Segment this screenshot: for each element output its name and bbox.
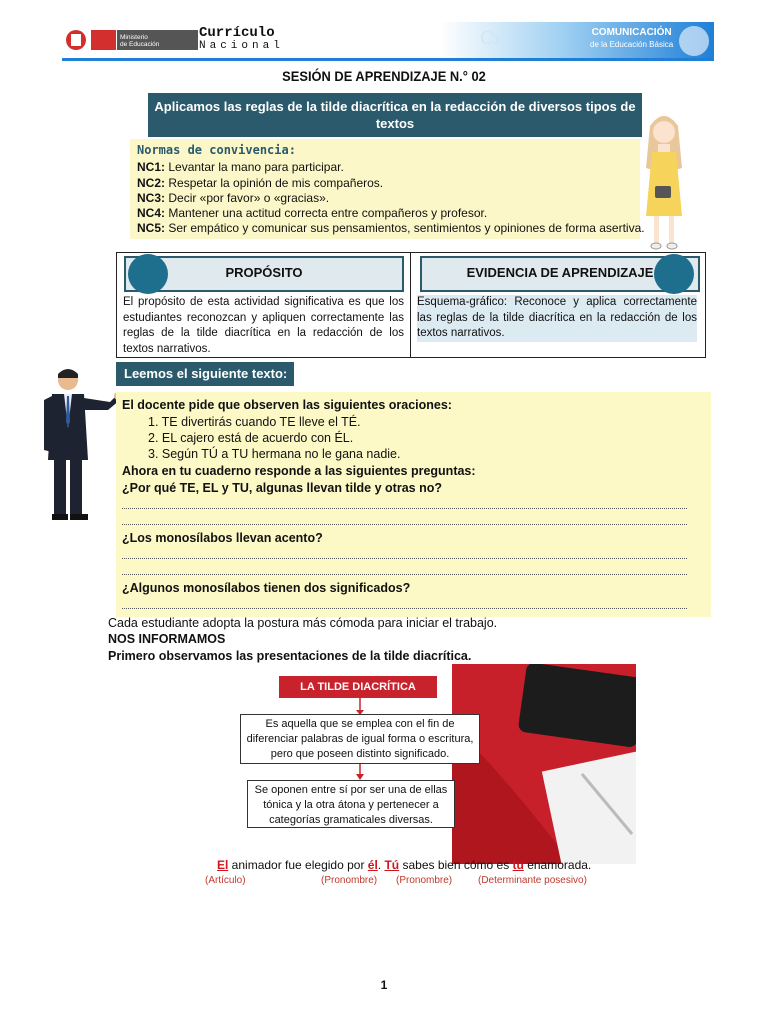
evidence-circle-icon	[654, 254, 694, 294]
curriculum-line2: Nacional	[199, 40, 284, 52]
answer-line[interactable]	[122, 574, 687, 575]
norm-text: Mantener una actitud correcta entre compañeros y profesor.	[165, 206, 488, 220]
sentence-item: 2. EL cajero está de acuerdo con ÉL.	[148, 431, 354, 445]
svg-text:Cn: Cn	[480, 28, 506, 49]
evidence-body: Esquema-gráfico: Reconoce y aplica correctamente las reglas de la tilde diacrítica en la redacción de los textos narrativos.	[417, 295, 697, 342]
ministry-line1: Ministerio	[120, 34, 148, 41]
example-category: (Pronombre)	[321, 875, 378, 886]
norm-code: NC2:	[137, 176, 166, 190]
example-category: (Artículo)	[205, 875, 246, 886]
norm-item	[137, 206, 487, 220]
answer-line[interactable]	[122, 558, 687, 559]
country-label: PERÚ	[95, 19, 115, 26]
answer-line[interactable]	[122, 524, 687, 525]
norm-text: Levantar la mano para participar.	[165, 160, 344, 174]
example-text: .	[377, 858, 385, 872]
example-category: (Pronombre)	[396, 875, 453, 886]
sentence-item: 3. Según TÚ a TU hermana no le gana nadie.	[148, 447, 401, 461]
norm-code: NC3:	[137, 191, 166, 205]
header-rule	[62, 58, 714, 61]
purpose-circle-icon	[128, 254, 168, 294]
example-word: él	[367, 858, 378, 872]
diagram-heading: LA TILDE DIACRÍTICA	[279, 676, 437, 698]
reading-intro: El docente pide que observen las siguientes oraciones:	[122, 398, 452, 412]
page-number: 1	[380, 978, 388, 992]
example-word: Tú	[384, 858, 400, 872]
example-text: animador fue elegido por	[228, 858, 368, 872]
curriculum-line1: Currículo	[199, 25, 275, 41]
norm-code: NC4:	[137, 206, 166, 220]
reading-prompt: Ahora en tu cuaderno responde a las siguientes preguntas:	[122, 464, 476, 478]
example-text: sabes bien cómo es	[399, 858, 513, 872]
answer-line[interactable]	[122, 508, 687, 509]
answer-line[interactable]	[122, 608, 687, 609]
example-word: El	[217, 858, 229, 872]
example-category: (Determinante posesivo)	[478, 875, 587, 886]
norm-text: Respetar la opinión de mis compañeros.	[165, 176, 384, 190]
example-text: enamorada.	[523, 858, 592, 872]
norm-item	[137, 176, 383, 190]
observe-text: Primero observamos las presentaciones de la tilde diacrítica.	[108, 649, 472, 663]
evidence-title: EVIDENCIA DE APRENDIZAJE	[420, 256, 700, 292]
desk-photo	[452, 664, 636, 864]
norms-heading: Normas de convivencia:	[137, 143, 296, 157]
norm-text: Decir «por favor» o «gracias».	[165, 191, 330, 205]
purpose-title: PROPÓSITO	[124, 256, 404, 292]
sentence-item: 1. TE divertirás cuando TE lleve el TÉ.	[148, 415, 361, 429]
norm-code: NC1:	[137, 160, 166, 174]
desk-photo-graphic	[452, 664, 636, 864]
reading-label: Leemos el siguiente texto:	[116, 362, 294, 386]
nos-informamos-heading: NOS INFORMAMOS	[108, 632, 226, 646]
purpose-body: El propósito de esta actividad significativa es que los estudiantes reconozcan y apliquen correctamente las reglas de la tilde diacrítica en la redacción de los textos narrativos.	[123, 296, 404, 355]
session-title: SESIÓN DE APRENDIZAJE N.° 02	[282, 68, 486, 84]
question-3: ¿Algunos monosílabos tienen dos significados?	[122, 581, 411, 595]
curriculum-logo	[199, 26, 289, 52]
ministry-line2: de Educación	[120, 41, 160, 48]
girl-illustration	[636, 108, 692, 252]
lesson-banner: Aplicamos las reglas de la tilde diacrítica en la redacción de diversos tipos de textos	[148, 93, 642, 137]
teacher-illustration	[40, 368, 124, 526]
example-word: tu	[512, 858, 524, 872]
question-2: ¿Los monosílabos llevan acento?	[122, 531, 323, 545]
example-sentence	[217, 858, 591, 872]
area-line2: de la Educación Básica	[590, 40, 674, 49]
definition-box: Es aquella que se emplea con el fin de diferenciar palabras de igual forma o escritura, pero que poseen distinto significado.	[240, 714, 480, 764]
area-line1: COMUNICACIÓN	[591, 27, 672, 38]
posture-text: Cada estudiante adopta la postura más cómoda para iniciar el trabajo.	[108, 616, 498, 630]
norm-code: NC5:	[137, 221, 166, 235]
norm-text: Ser empático y comunicar sus pensamientos, sentimientos y opiniones de forma asertiva.	[165, 221, 645, 235]
area-label	[590, 27, 673, 51]
question-1: ¿Por qué TE, EL y TU, algunas llevan tilde y otras no?	[122, 481, 442, 495]
ministry-label	[120, 34, 159, 48]
opposition-box: Se oponen entre sí por ser una de ellas tónica y la otra átona y pertenecer a categorías gramaticales diversas.	[247, 780, 455, 828]
norm-item	[137, 191, 329, 205]
norm-item	[137, 160, 344, 174]
norm-item	[137, 221, 645, 235]
